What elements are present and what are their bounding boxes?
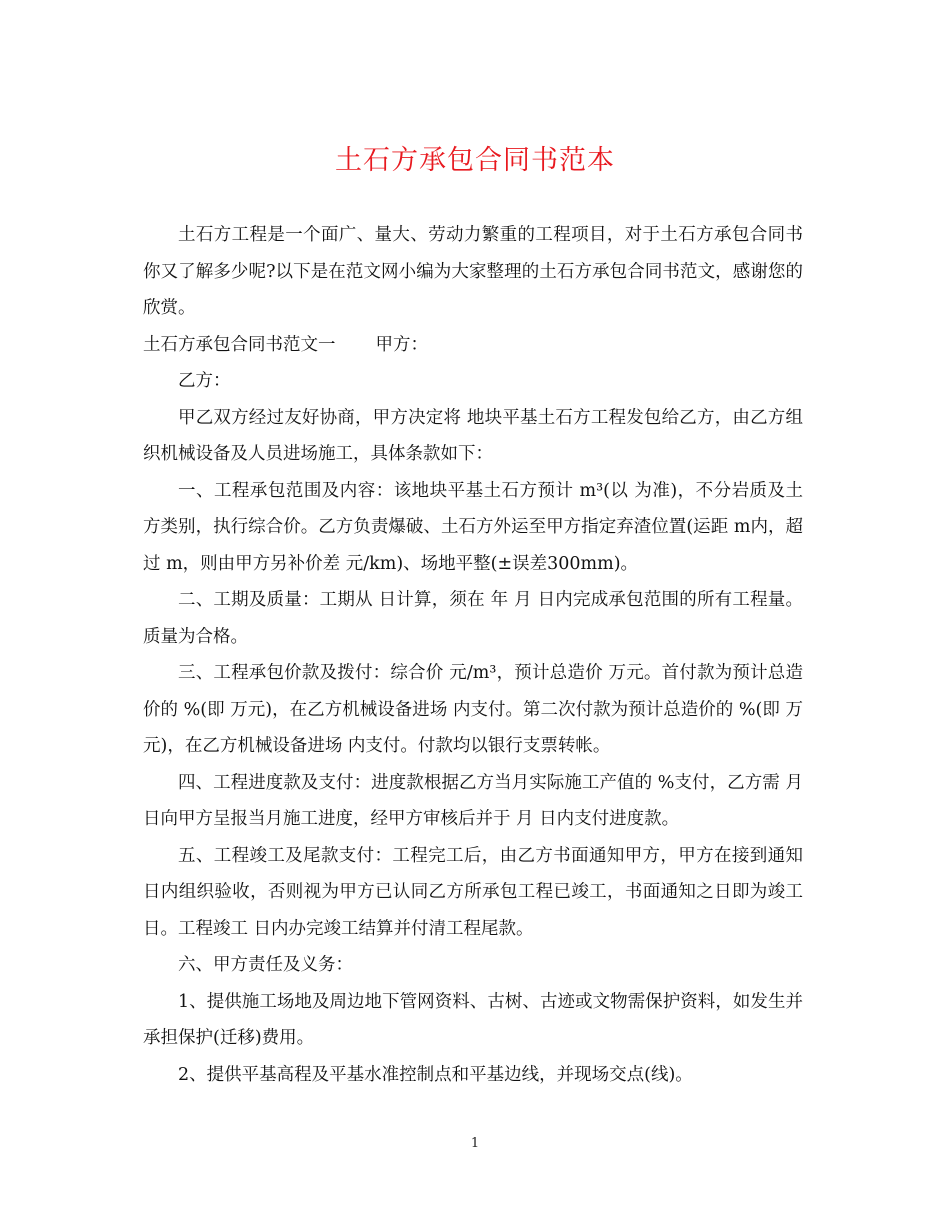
document-body (143, 217, 803, 1093)
sample-heading: 土石方承包合同书范文一 (143, 334, 336, 355)
clause-5: 五、工程竣工及尾款支付：工程完工后，由乙方书面通知甲方，甲方在接到通知 日内组织验收，否则视为甲方已认同乙方所承包工程已竣工，书面通知之日即为竣工日。工程竣工 日内办完竣工结算并付清工程尾款。 (143, 845, 803, 939)
clause-4: 四、工程进度款及支付：进度款根据乙方当月实际施工产值的 %支付，乙方需 月 日向甲方呈报当月施工进度，经甲方审核后并于 月 日内支付进度款。 (143, 772, 803, 829)
clause-6-heading: 六、甲方责任及义务： (178, 955, 353, 975)
intro-paragraph: 土石方工程是一个面广、量大、劳动力繁重的工程项目，对于土石方承包合同书你又了解多少呢?以下是在范文网小编为大家整理的土石方承包合同书范文，感谢您的欣赏。 (143, 225, 803, 318)
clause-3: 三、工程承包价款及拨付：综合价 元/m³，预计总造价 万元。首付款为预计总造价的 %(即 万元)，在乙方机械设备进场 内支付。第二次付款为预计总造价的 %(即 万元)，在乙方机械设备进场 内支付。付款均以银行支票转帐。 (143, 663, 803, 756)
clause-6-item-1: 1、提供施工场地及周边地下管网资料、古树、古迹或文物需保护资料，如发生并承担保护(迁移)费用。 (143, 991, 803, 1048)
clause-6-item-2: 2、提供平基高程及平基水准控制点和平基边线，并现场交点(线)。 (178, 1064, 693, 1085)
party-b-label: 乙方： (178, 371, 231, 391)
clause-2: 二、工期及质量：工期从 日计算，须在 年 月 日内完成承包范围的所有工程量。质量为合格。 (143, 590, 803, 647)
document-title: 土石方承包合同书范本 (335, 145, 615, 176)
party-a-label: 甲方： (375, 334, 428, 355)
preamble-paragraph: 甲乙双方经过友好协商，甲方决定将 地块平基土石方工程发包给乙方，由乙方组织机械设备及人员进场施工，具体条款如下： (143, 407, 803, 464)
sample-heading-line (143, 327, 803, 364)
clause-1: 一、工程承包范围及内容：该地块平基土石方预计 m³(以 为准)，不分岩质及土方类别，执行综合价。乙方负责爆破、土石方外运至甲方指定弃渣位置(运距 m内，超过 m，则由甲方另补价差 元/km)、场地平整(±误差300mm)。 (143, 480, 803, 574)
page-number: 1 (470, 1136, 480, 1151)
